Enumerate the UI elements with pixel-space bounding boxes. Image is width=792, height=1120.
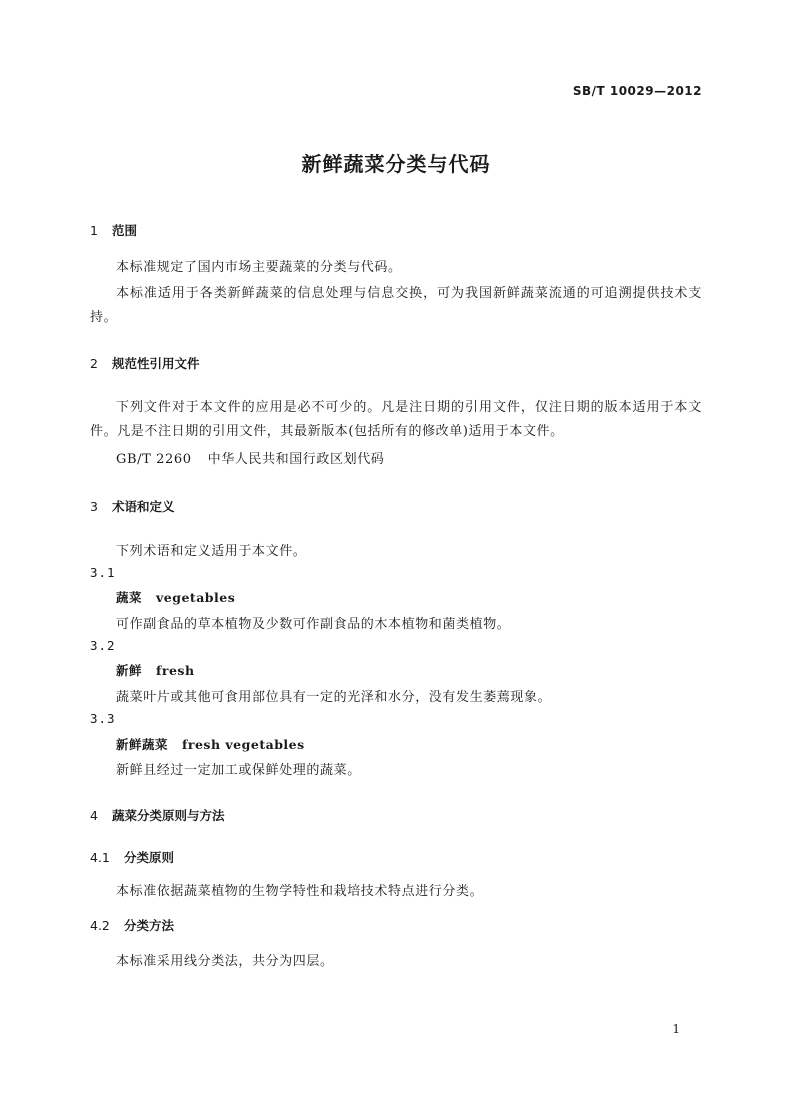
section-1-title: 范围 xyxy=(112,223,138,238)
subsection-4-2-text: 本标准采用线分类法，共分为四层。 xyxy=(116,954,334,969)
section-2-number: 2 xyxy=(90,356,98,371)
term-1-definition: 可作副食品的草本植物及少数可作副食品的木本植物和菌类植物。 xyxy=(116,617,511,632)
term-3 xyxy=(116,735,305,753)
term-2-en: fresh xyxy=(156,663,195,678)
term-3-number: 3.3 xyxy=(90,711,116,726)
term-1-number: 3.1 xyxy=(90,565,116,580)
section-3-number: 3 xyxy=(90,499,98,514)
section-2-title: 规范性引用文件 xyxy=(112,356,200,371)
subsection-4-2-number: 4.2 xyxy=(90,918,110,933)
page-number: 1 xyxy=(672,1022,680,1036)
term-1-zh: 蔬菜 xyxy=(116,590,143,605)
term-1 xyxy=(116,588,235,606)
section-3-heading xyxy=(90,497,175,515)
subsection-4-1-number: 4.1 xyxy=(90,850,110,865)
section-3-intro: 下列术语和定义适用于本文件。 xyxy=(116,544,307,559)
section-2-para-1: 下列文件对于本文件的应用是必不可少的。凡是注日期的引用文件，仅注日期的版本适用于本文件。凡是不注日期的引用文件，其最新版本(包括所有的修改单)适用于本文件。 xyxy=(90,400,702,439)
subsection-4-1-title: 分类原则 xyxy=(124,850,175,865)
reference-title: 中华人民共和国行政区划代码 xyxy=(207,452,385,467)
term-3-zh: 新鲜蔬菜 xyxy=(116,737,169,752)
section-4-title: 蔬菜分类原则与方法 xyxy=(112,808,225,823)
document-title: 新鲜蔬菜分类与代码 xyxy=(301,152,491,176)
subsection-4-1-heading xyxy=(90,848,174,866)
section-2-heading xyxy=(90,354,200,372)
term-3-en: fresh vegetables xyxy=(182,737,305,752)
section-1-para-1: 本标准规定了国内市场主要蔬菜的分类与代码。 xyxy=(116,260,402,275)
subsection-4-2-title: 分类方法 xyxy=(124,918,175,933)
section-1-number: 1 xyxy=(90,223,98,238)
term-2 xyxy=(116,661,195,679)
subsection-4-1-text: 本标准依据蔬菜植物的生物学特性和栽培技术特点进行分类。 xyxy=(116,884,484,899)
term-2-zh: 新鲜 xyxy=(116,663,143,678)
standard-code: SB/T 10029—2012 xyxy=(572,84,702,98)
normative-reference xyxy=(116,448,384,467)
section-4-heading xyxy=(90,806,225,824)
term-2-number: 3.2 xyxy=(90,638,116,653)
section-1-para-2: 本标准适用于各类新鲜蔬菜的信息处理与信息交换，可为我国新鲜蔬菜流通的可追溯提供技术支持。 xyxy=(90,286,702,325)
term-2-definition: 蔬菜叶片或其他可食用部位具有一定的光泽和水分，没有发生萎蔫现象。 xyxy=(116,690,552,705)
term-1-en: vegetables xyxy=(156,590,236,605)
subsection-4-2-heading xyxy=(90,916,174,934)
term-3-definition: 新鲜且经过一定加工或保鲜处理的蔬菜。 xyxy=(116,763,361,778)
section-3-title: 术语和定义 xyxy=(112,499,175,514)
reference-code: GB/T 2260 xyxy=(116,452,192,467)
section-4-number: 4 xyxy=(90,808,98,823)
section-1-heading xyxy=(90,221,137,239)
